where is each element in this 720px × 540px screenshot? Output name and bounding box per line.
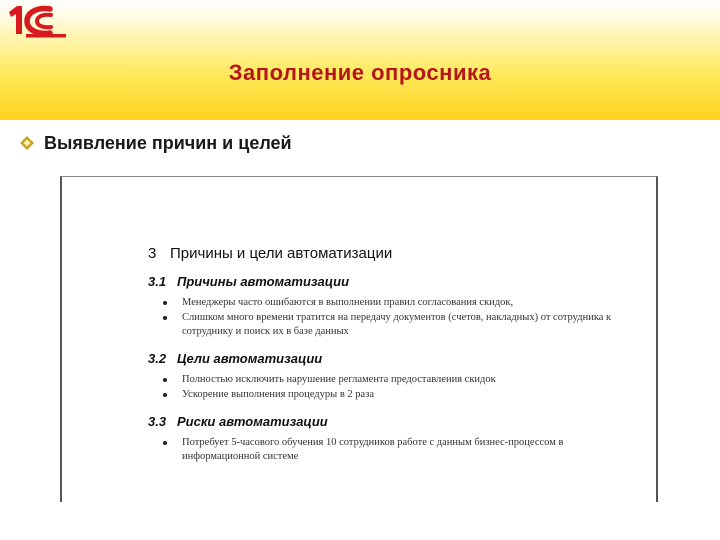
subsection-number: 3.2: [148, 351, 167, 366]
list-item-text: Ускорение выполнения процедуры в 2 раза: [182, 389, 374, 400]
section-title: Причины и цели автоматизации: [170, 245, 393, 262]
list-item: [148, 296, 638, 310]
list-item: [148, 311, 638, 339]
section-heading: [148, 245, 638, 262]
header-highlight: [0, 0, 720, 36]
list-item: [148, 373, 638, 387]
section-number: 3: [148, 245, 157, 262]
document-image: [60, 176, 658, 502]
diamond-bullet-icon: [20, 136, 34, 150]
bullet-dot-icon: [163, 316, 167, 320]
logo-1c: [6, 4, 68, 38]
subsection-heading: [148, 351, 638, 366]
bullet-text: Выявление причин и целей: [44, 132, 292, 153]
bullet-dot-icon: [163, 378, 167, 382]
subsection-items: [148, 296, 638, 339]
list-item: [148, 388, 638, 402]
bullet-row: [20, 131, 292, 155]
bullet-dot-icon: [163, 301, 167, 305]
bullet-dot-icon: [163, 393, 167, 397]
subsection-items: [148, 436, 638, 464]
list-item-text: Полностью исключить нарушение регламента предоставления скидок: [182, 374, 496, 385]
bullet-dot-icon: [163, 441, 167, 445]
subsection-number: 3.3: [148, 414, 167, 429]
list-item: [148, 436, 638, 464]
subsection-number: 3.1: [148, 274, 167, 289]
list-item-text: Менеджеры часто ошибаются в выполнении правил согласования скидок,: [182, 297, 514, 308]
document-content: [148, 245, 638, 476]
subsection-items: [148, 373, 638, 402]
slide-title: Заполнение опросника: [228, 60, 492, 85]
subsection-title: Цели автоматизации: [177, 351, 323, 366]
list-item-text: Потребует 5-часового обучения 10 сотрудников работе с данным бизнес-процессом в информационной системе: [182, 437, 564, 462]
subsection-title: Риски автоматизации: [177, 414, 328, 429]
subsection-heading: [148, 274, 638, 289]
subsection-title: Причины автоматизации: [177, 274, 350, 289]
list-item-text: Слишком много времени тратится на передачу документов (счетов, накладных) от сотрудника к сотруднику и поиск их в базе данных: [182, 312, 612, 337]
subsection-heading: [148, 414, 638, 429]
